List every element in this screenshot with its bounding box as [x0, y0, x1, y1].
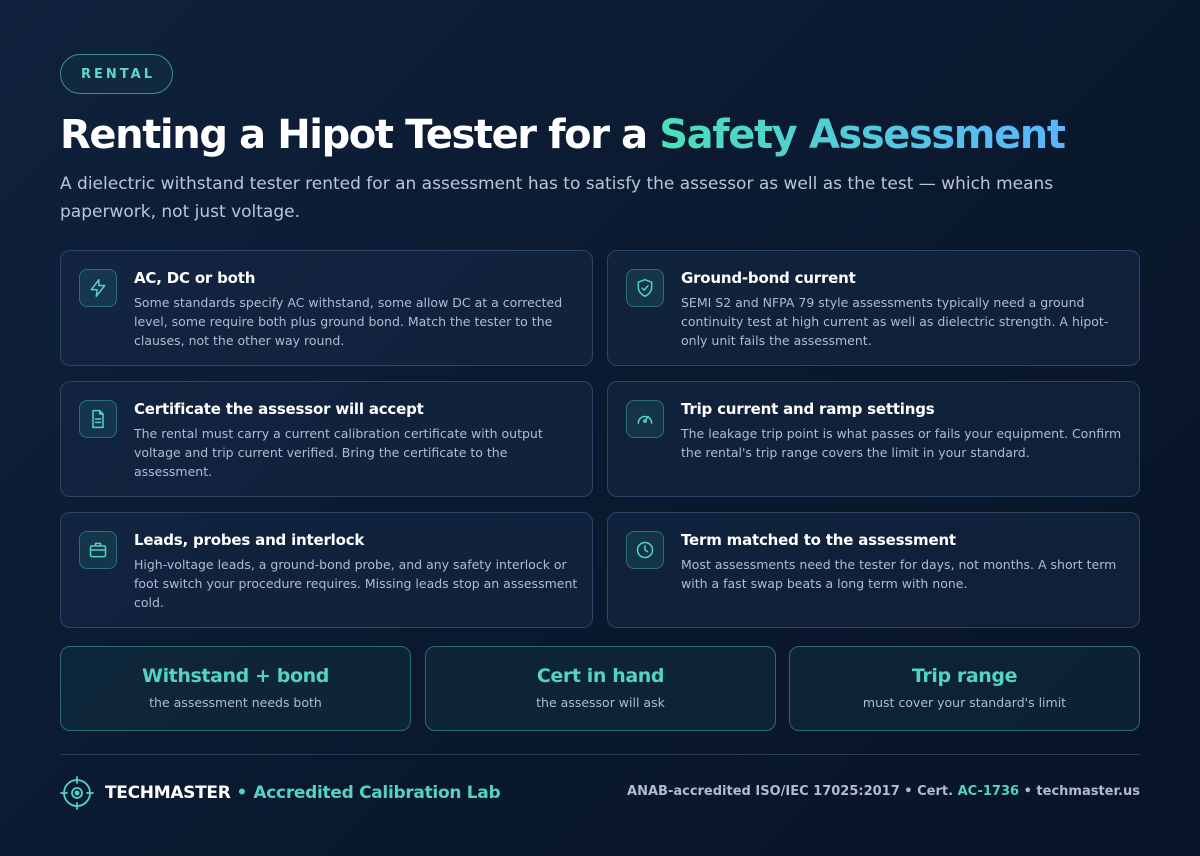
stat-label: the assessor will ask	[536, 695, 665, 710]
card-body: High-voltage leads, a ground-bond probe, and any safety interlock or foot switch your procedure requires. Missing leads stop an assessment cold.	[134, 557, 578, 610]
card-body: SEMI S2 and NFPA 79 style assessments typically need a ground continuity test at high current as well as dielectric strength. A hipot-only unit fails the assessment.	[681, 295, 1109, 348]
shield-check-icon	[626, 269, 664, 307]
accreditation-line	[627, 784, 1140, 799]
card-title: Certificate the assessor will accept	[134, 400, 424, 418]
card-title: Leads, probes and interlock	[134, 531, 365, 549]
brand-name: TECHMASTER	[105, 783, 231, 803]
card-title: Term matched to the assessment	[681, 531, 956, 549]
card-title: AC, DC or both	[134, 269, 256, 287]
card-ground-bond	[607, 250, 1140, 366]
gauge-icon	[626, 400, 664, 438]
techmaster-logo-icon	[60, 776, 94, 810]
stat-withstand-bond	[60, 646, 411, 731]
stat-value: Cert in hand	[536, 665, 665, 687]
card-body: The leakage trip point is what passes or fails your equipment. Confirm the rental's trip range covers the limit in your standard.	[681, 426, 1122, 460]
card-trip-current	[607, 381, 1140, 497]
lightning-icon	[79, 269, 117, 307]
page-title	[60, 112, 1065, 158]
title-accent: Safety Assessment	[659, 112, 1065, 158]
card-term	[607, 512, 1140, 628]
page-subtitle: A dielectric withstand tester rented for an assessment has to satisfy the assessor as well as the test — which means paperwork, not just voltage.	[60, 174, 1054, 222]
stat-label: the assessment needs both	[149, 695, 322, 710]
card-certificate	[60, 381, 593, 497]
cert-number: AC-1736	[957, 784, 1020, 799]
stat-trip-range	[789, 646, 1140, 731]
card-body: Some standards specify AC withstand, some allow DC at a corrected level, some require both plus ground bond. Match the tester to the clauses, not the other way round.	[134, 295, 563, 348]
card-ac-dc	[60, 250, 593, 366]
card-title: Trip current and ramp settings	[681, 400, 935, 418]
card-leads	[60, 512, 593, 628]
card-body: Most assessments need the tester for days, not months. A short term with a fast swap beats a long term with none.	[681, 557, 1117, 591]
briefcase-icon	[79, 531, 117, 569]
brand-separator: •	[236, 783, 248, 803]
stat-cert-in-hand	[425, 646, 776, 731]
card-title: Ground-bond current	[681, 269, 856, 287]
title-main: Renting a Hipot Tester for a	[60, 112, 660, 158]
category-badge: RENTAL	[60, 54, 173, 94]
clock-icon	[626, 531, 664, 569]
footer-divider	[60, 754, 1140, 755]
accreditation-text: ANAB-accredited ISO/IEC 17025:2017 • Cert.	[627, 784, 958, 799]
stat-label: must cover your standard's limit	[862, 695, 1067, 710]
footer-brand	[60, 776, 500, 810]
website-link[interactable]: • techmaster.us	[1019, 784, 1140, 799]
stat-value: Withstand + bond	[142, 665, 329, 687]
document-icon	[79, 400, 117, 438]
card-body: The rental must carry a current calibration certificate with output voltage and trip current verified. Bring the certificate to the assessment.	[134, 426, 543, 479]
stat-value: Trip range	[911, 665, 1018, 687]
brand-tagline: Accredited Calibration Lab	[253, 783, 501, 803]
